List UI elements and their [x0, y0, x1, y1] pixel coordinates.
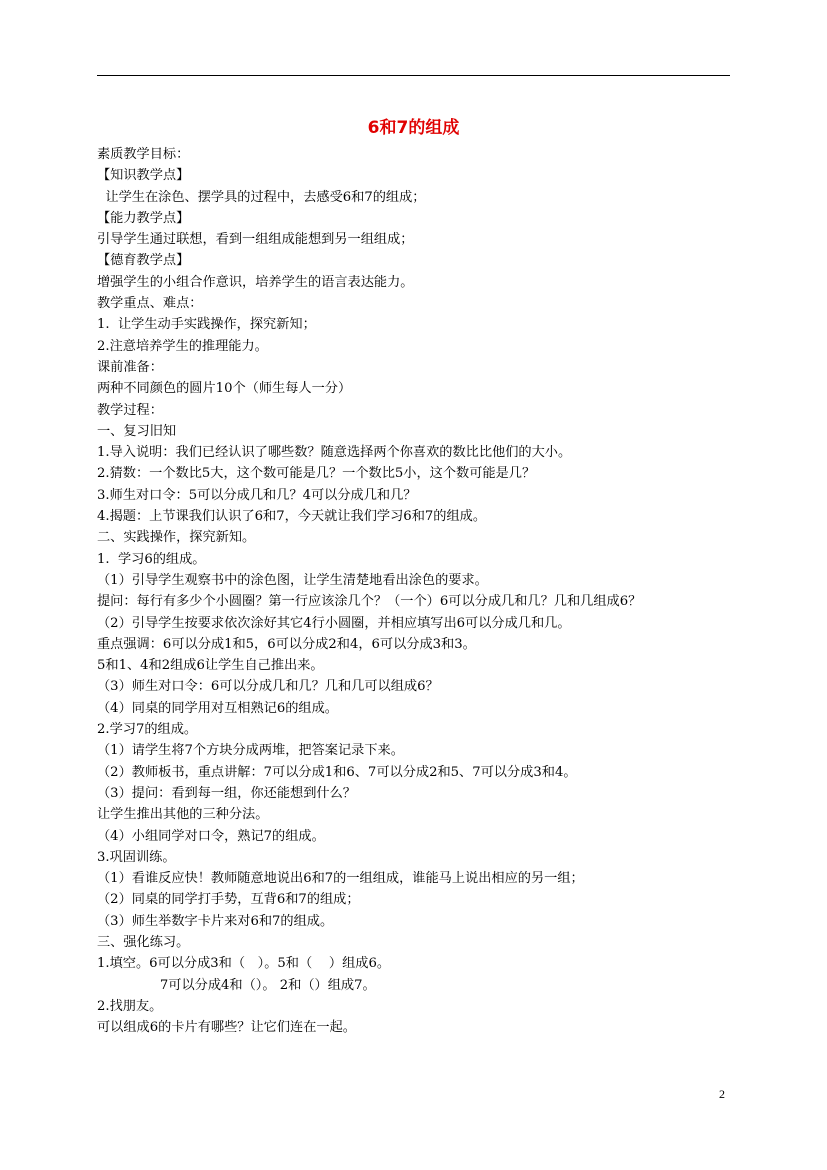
text-line: 重点强调：6可以分成1和5，6可以分成2和4，6可以分成3和3。 — [97, 636, 476, 652]
text-line: 5和1、4和2组成6让学生自己推出来。 — [97, 658, 324, 674]
text-line: （2）同桌的同学打手势，互背6和7的组成； — [97, 892, 360, 908]
text-line: 【能力教学点】 — [97, 210, 190, 226]
text-line: （3）师生对口令：6可以分成几和几？几和几可以组成6？ — [97, 679, 439, 695]
text-line: （1）请学生将7个方块分成两堆，把答案记录下来。 — [97, 743, 404, 759]
text-line: 【知识教学点】 — [97, 168, 190, 184]
text-line: 3.巩固训练。 — [97, 849, 176, 865]
text-line: 让学生推出其他的三种分法。 — [97, 807, 269, 823]
text-line: 增强学生的小组合作意识，培养学生的语言表达能力。 — [97, 274, 414, 290]
text-line: 二、实践操作，探究新知。 — [97, 530, 256, 546]
text-line: 1. 让学生动手实践操作，探究新知； — [97, 317, 316, 333]
page-number: 2 — [719, 1087, 725, 1101]
text-line: 一、复习旧知 — [97, 423, 177, 439]
text-line: （3）师生举数字卡片来对6和7的组成。 — [97, 913, 334, 929]
text-line: （2）教师板书，重点讲解：7可以分成1和6、7可以分成2和5、7可以分成3和4。 — [97, 764, 577, 780]
text-line: 可以组成6的卡片有哪些？让它们连在一起。 — [97, 1020, 356, 1036]
text-line: 【德育教学点】 — [97, 253, 190, 269]
text-line: 三、强化练习。 — [97, 934, 190, 950]
text-line: （3）提问：看到每一组，你还能想到什么？ — [97, 785, 356, 801]
header-rule — [97, 75, 730, 76]
text-line: 提问：每行有多少个小圆圈？第一行应该涂几个？（一个）6可以分成几和几？几和几组成6？ — [97, 594, 642, 610]
text-line: 让学生在涂色、摆学具的过程中，去感受6和7的组成； — [97, 189, 426, 205]
text-line: 2.猜数：一个数比5大，这个数可能是几？一个数比5小，这个数可能是几？ — [97, 466, 536, 482]
text-line: 1.导入说明：我们已经认识了哪些数？随意选择两个你喜欢的数比比他们的大小。 — [97, 445, 572, 461]
text-line: 教学重点、难点： — [97, 296, 203, 312]
text-line: 1. 学习6的组成。 — [97, 551, 206, 567]
text-line: （2）引导学生按要求依次涂好其它4行小圆圈，并相应填写出6可以分成几和几。 — [97, 615, 571, 631]
text-line: 4.揭题：上节课我们认识了6和7，今天就让我们学习6和7的组成。 — [97, 509, 487, 525]
text-line: 2.找朋友。 — [97, 998, 163, 1014]
text-line: 2.注意培养学生的推理能力。 — [97, 338, 268, 354]
text-line: （1）看谁反应快！教师随意地说出6和7的一组组成，谁能马上说出相应的另一组； — [97, 871, 584, 887]
text-line: 2.学习7的组成。 — [97, 722, 198, 738]
text-line: 1.填空。6可以分成3和（ ）。5和（ ）组成6。 — [97, 956, 391, 972]
text-line: 素质教学目标： — [97, 147, 190, 162]
text-line: 7可以分成4和（）。 2和（）组成7。 — [97, 977, 376, 993]
text-line: 教学过程： — [97, 402, 163, 418]
text-line: 两种不同颜色的圆片10个（师生每人一分） — [97, 381, 352, 397]
text-line: 引导学生通过联想，看到一组组成能想到另一组组成； — [97, 232, 414, 248]
text-line: （4）小组同学对口令，熟记7的组成。 — [97, 828, 325, 844]
text-line: （1）引导学生观察书中的涂色图，让学生清楚地看出涂色的要求。 — [97, 572, 488, 588]
document-body — [97, 144, 737, 1038]
text-line: 课前准备： — [97, 359, 163, 375]
text-line: （4）同桌的同学用对互相熟记6的组成。 — [97, 700, 338, 716]
text-line: 3.师生对口令：5可以分成几和几？4可以分成几和几？ — [97, 487, 417, 503]
document-title: 6和7的组成 — [367, 118, 460, 138]
